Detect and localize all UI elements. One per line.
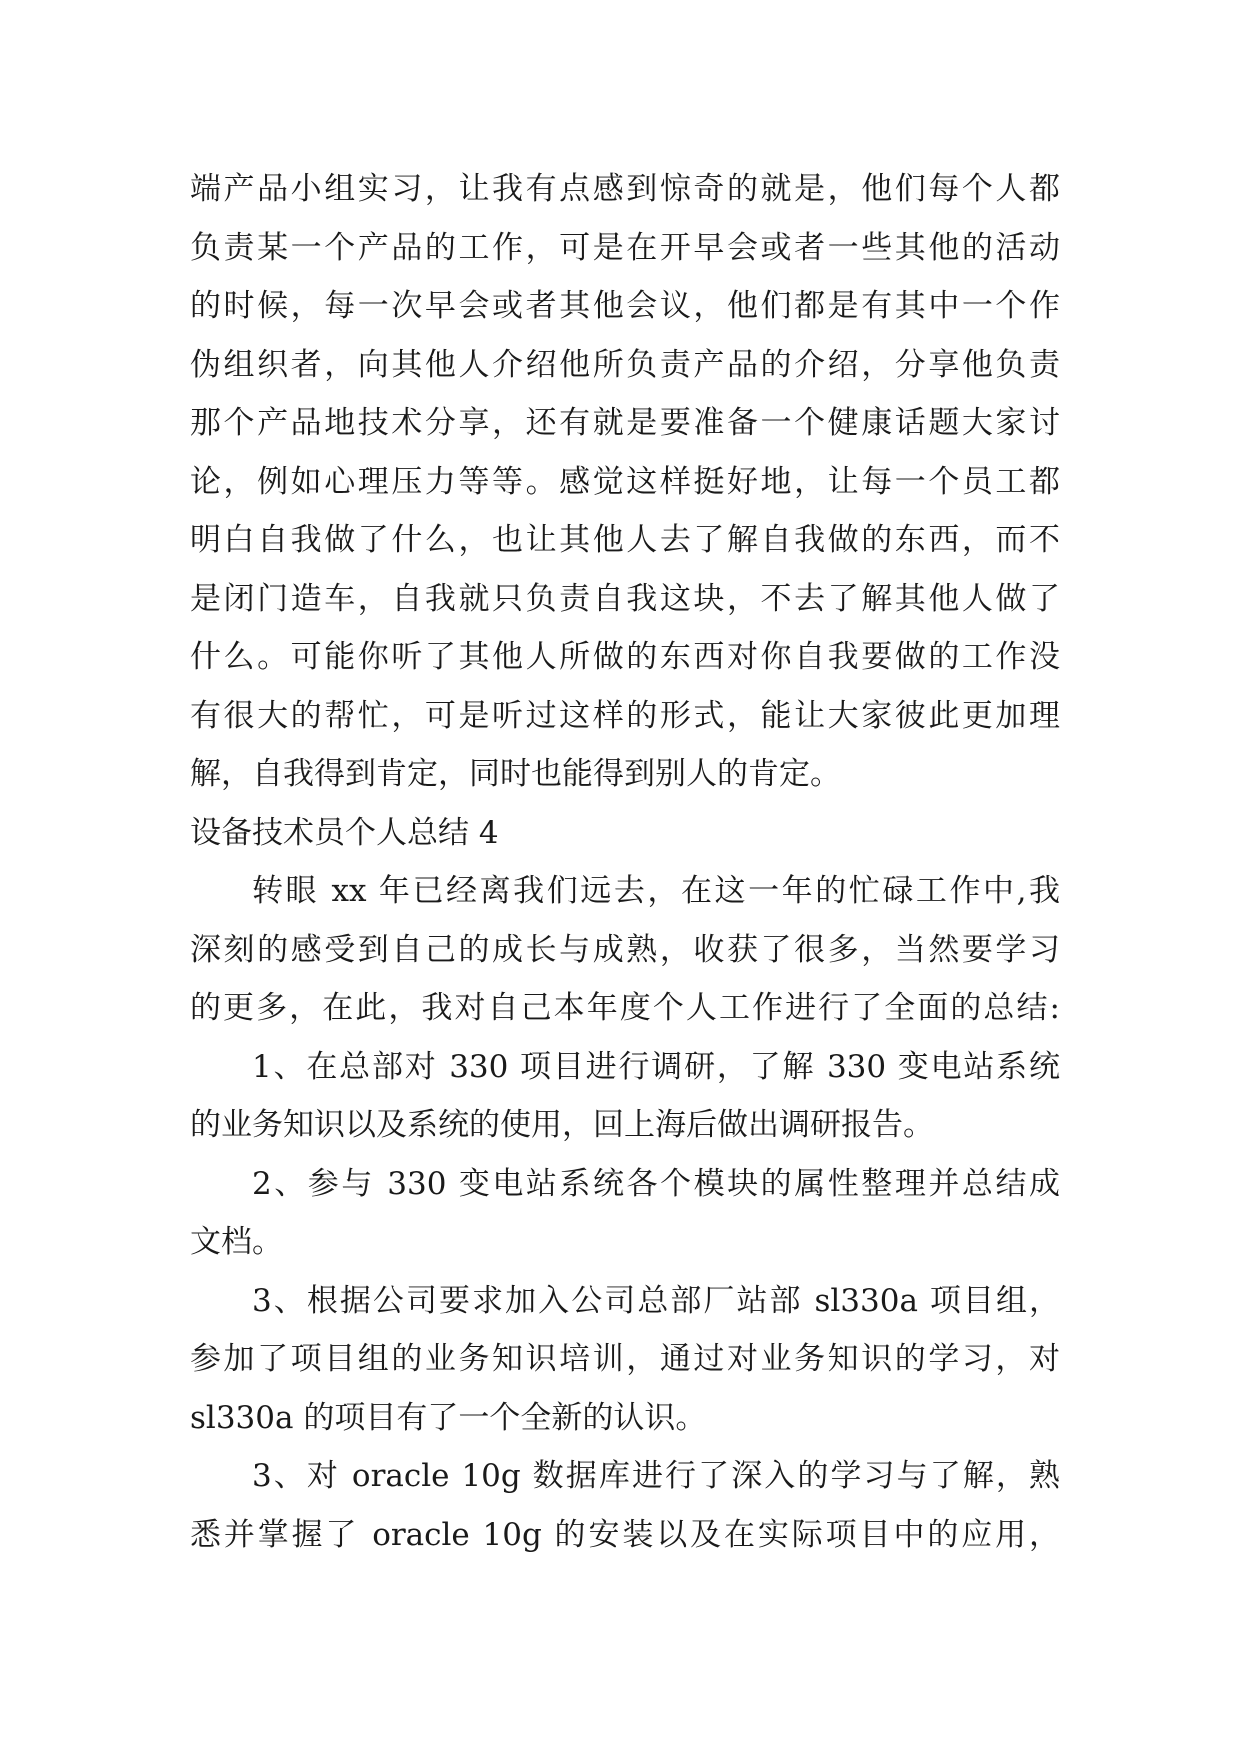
text-line: 的时候，每一次早会或者其他会议，他们都是有其中一个作 bbox=[190, 288, 1060, 324]
text-line: 端产品小组实习，让我有点感到惊奇的就是，他们每个人都 bbox=[190, 171, 1060, 207]
text-line: 明白自我做了什么，也让其他人去了解自我做的东西，而不 bbox=[190, 522, 1060, 558]
text-line: 的业务知识以及系统的使用，回上海后做出调研报告。 bbox=[190, 1107, 934, 1143]
text-line: 悉并掌握了 oracle 10g 的安装以及在实际项目中的应用， bbox=[190, 1516, 1060, 1553]
text-line: 3、对 oracle 10g 数据库进行了深入的学习与了解，熟 bbox=[252, 1458, 1060, 1494]
text-line: 深刻的感受到自己的成长与成熟，收获了很多，当然要学习 bbox=[190, 931, 1060, 968]
text-line: 负责某一个产品的工作，可是在开早会或者一些其他的活动 bbox=[190, 229, 1060, 266]
text-line: 有很大的帮忙，可是听过这样的形式，能让大家彼此更加理 bbox=[190, 697, 1060, 734]
section-heading: 设备技术员个人总结 4 bbox=[190, 814, 499, 851]
text-line: 的更多，在此，我对自己本年度个人工作进行了全面的总结: bbox=[190, 990, 1060, 1026]
text-line: 什么。可能你听了其他人所做的东西对你自我要做的工作没 bbox=[190, 639, 1060, 675]
text-line: 参加了项目组的业务知识培训，通过对业务知识的学习，对 bbox=[190, 1341, 1060, 1377]
text-line: 3、根据公司要求加入公司总部厂站部 sl330a 项目组， bbox=[252, 1282, 1060, 1319]
text-line: 是闭门造车，自我就只负责自我这块，不去了解其他人做了 bbox=[190, 580, 1060, 617]
document-body bbox=[190, 160, 1060, 1564]
text-line: 转眼 xx 年已经离我们远去，在这一年的忙碌工作中,我 bbox=[252, 873, 1060, 909]
text-line: sl330a 的项目有了一个全新的认识。 bbox=[190, 1399, 707, 1436]
text-line: 那个产品地技术分享，还有就是要准备一个健康话题大家讨 bbox=[190, 405, 1060, 441]
text-line: 解，自我得到肯定，同时也能得到别人的肯定。 bbox=[190, 756, 841, 792]
text-line: 1、在总部对 330 项目进行调研，了解 330 变电站系统 bbox=[252, 1048, 1060, 1085]
text-line: 文档。 bbox=[190, 1224, 283, 1260]
text-line: 2、参与 330 变电站系统各个模块的属性整理并总结成 bbox=[252, 1165, 1060, 1202]
text-line: 伪组织者，向其他人介绍他所负责产品的介绍，分享他负责 bbox=[190, 346, 1060, 383]
text-line: 论，例如心理压力等等。感觉这样挺好地，让每一个员工都 bbox=[190, 463, 1060, 500]
